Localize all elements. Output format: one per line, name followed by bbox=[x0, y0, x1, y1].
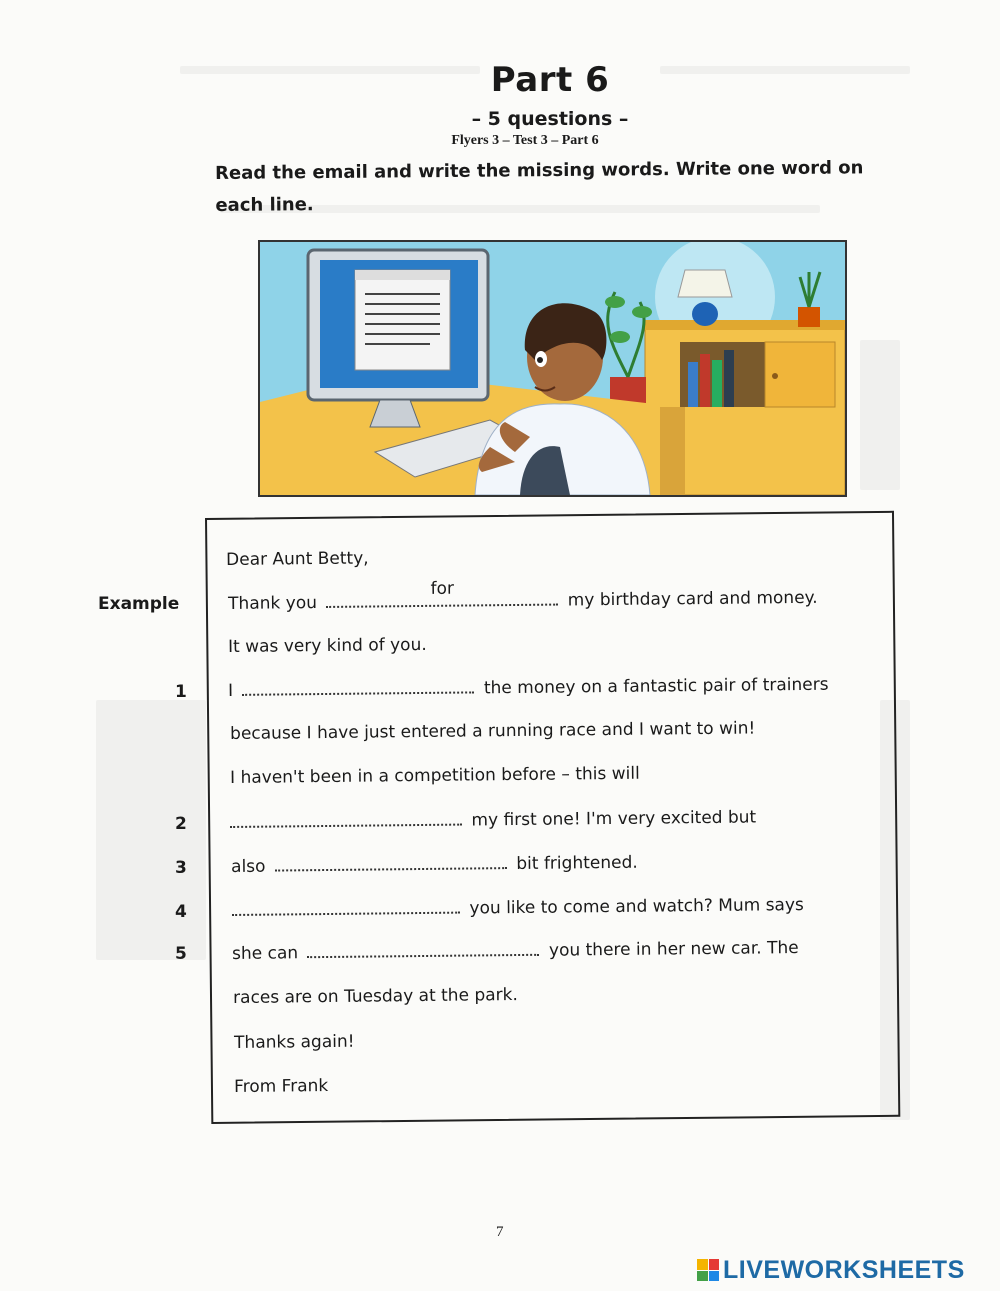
email-line bbox=[233, 985, 518, 1008]
email-line bbox=[230, 764, 640, 788]
example-blank bbox=[326, 578, 558, 608]
kind-text: It was very kind of you. bbox=[228, 634, 427, 657]
answer-blank-4[interactable] bbox=[232, 898, 460, 916]
scan-bleed-mark bbox=[96, 700, 206, 960]
question-number-1: 1 bbox=[175, 682, 187, 702]
question-3-line bbox=[231, 852, 638, 877]
thanks-text: Thanks again! bbox=[234, 1031, 355, 1053]
question-count: – 5 questions – bbox=[471, 108, 629, 130]
because-text: because I have just entered a running race and I want to win! bbox=[230, 718, 756, 744]
instructions: Read the email and write the missing words. Write one word on each line. bbox=[215, 157, 864, 216]
example-answer: for bbox=[430, 578, 455, 599]
illustration-graphic bbox=[260, 242, 845, 495]
email-line bbox=[234, 1076, 328, 1097]
scan-bleed-mark bbox=[860, 340, 900, 490]
q4-after-text: you like to come and watch? Mum says bbox=[469, 895, 804, 919]
example-label: Example bbox=[98, 594, 180, 614]
example-before-text: Thank you bbox=[228, 593, 318, 614]
page-number: 7 bbox=[496, 1224, 504, 1240]
q5-before-text: she can bbox=[232, 943, 299, 964]
answer-blank-1[interactable] bbox=[242, 677, 474, 695]
question-number-2: 2 bbox=[175, 814, 187, 834]
page-title: Part 6 bbox=[490, 60, 610, 100]
liveworksheets-logo-icon bbox=[697, 1259, 719, 1281]
races-text: races are on Tuesday at the park. bbox=[233, 985, 518, 1008]
q2-after-text: my first one! I'm very excited but bbox=[471, 807, 757, 831]
example-after-text: my birthday card and money. bbox=[567, 587, 818, 611]
answer-blank-2[interactable] bbox=[230, 810, 462, 828]
havent-text: I haven't been in a competition before – this will bbox=[230, 763, 640, 788]
q3-before-text: also bbox=[231, 856, 266, 877]
question-number-5: 5 bbox=[175, 944, 187, 964]
q1-before-text: I bbox=[228, 680, 234, 701]
liveworksheets-logo bbox=[697, 1256, 965, 1284]
test-source: Flyers 3 – Test 3 – Part 6 bbox=[451, 133, 599, 148]
greeting-text: Dear Aunt Betty, bbox=[226, 548, 369, 570]
signoff-text: From Frank bbox=[234, 1076, 329, 1097]
answer-blank-5[interactable] bbox=[307, 940, 539, 958]
email-line bbox=[228, 635, 427, 657]
answer-blank-3[interactable] bbox=[275, 853, 507, 871]
logo-text: LIVEWORKSHEETS bbox=[723, 1255, 965, 1284]
q3-after-text: bit frightened. bbox=[516, 852, 638, 875]
q5-after-text: you there in her new car. The bbox=[548, 938, 799, 961]
email-line bbox=[234, 1032, 355, 1053]
question-number-4: 4 bbox=[175, 902, 187, 922]
email-greeting bbox=[226, 549, 369, 570]
boy-at-computer-illustration bbox=[258, 240, 847, 497]
q1-after-text: the money on a fantastic pair of trainers bbox=[483, 674, 829, 699]
question-number-3: 3 bbox=[175, 858, 187, 878]
